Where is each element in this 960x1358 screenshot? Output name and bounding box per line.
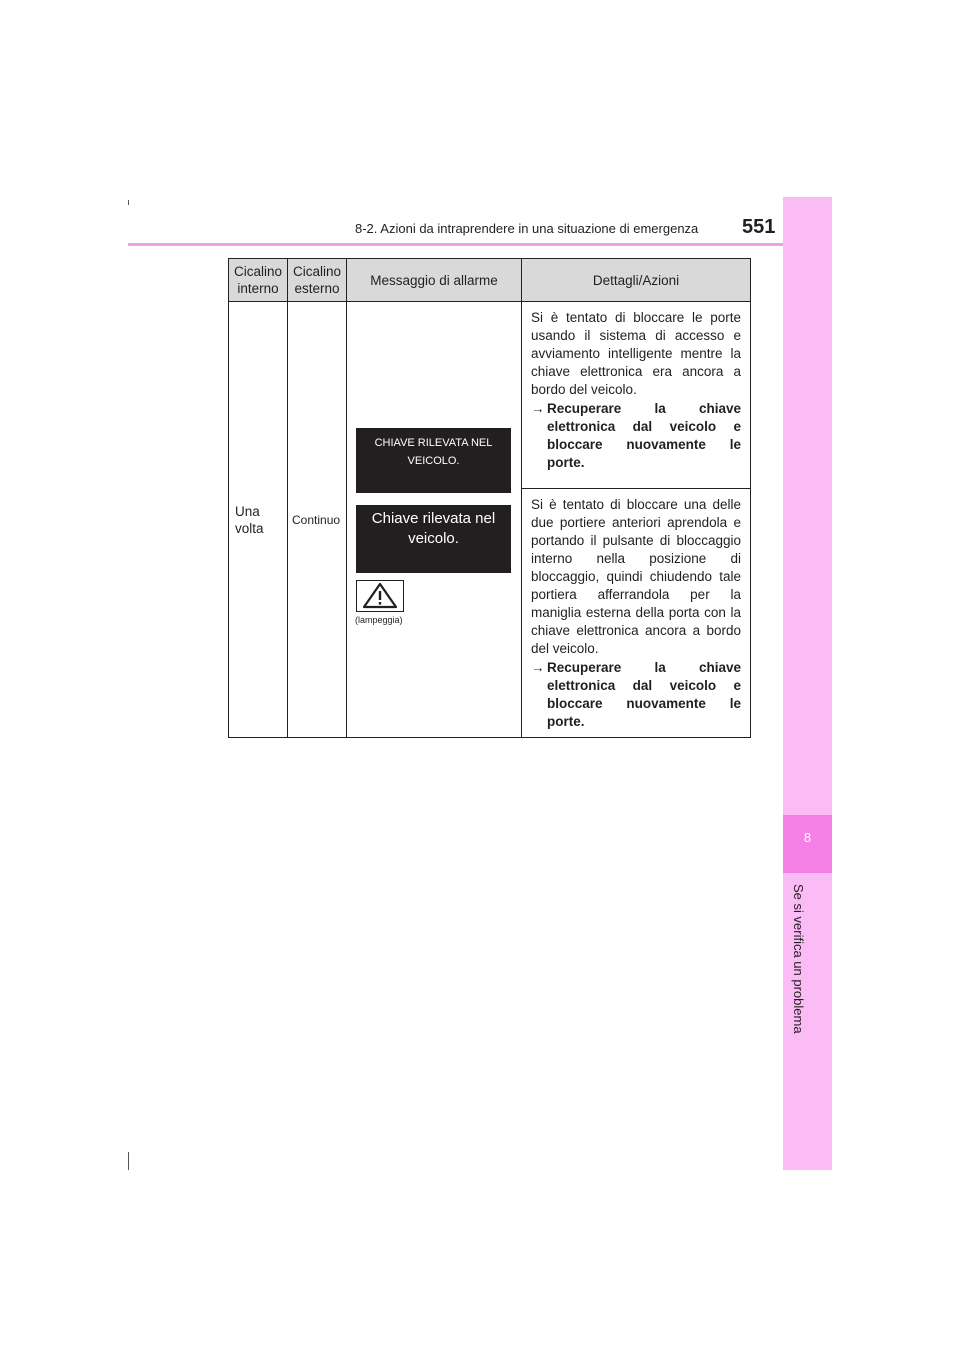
column-header: Cicalino interno [229, 259, 288, 302]
details-cell [522, 489, 751, 738]
chapter-number: 8 [783, 815, 832, 873]
internal-buzzer-cell: Una volta [229, 302, 288, 738]
column-header: Dettagli/Azioni [522, 259, 751, 302]
details-text: Si è tentato di bloccare una delle due portiere anteriori aprendola e portando il pulsante di bloccaggio interno nella posizione di bloccaggio, quindi chiudendo tale portiera afferrandola per la maniglia esterna della porta con la chiave elettronica ancora a bordo del veicolo. [531, 497, 741, 656]
table-header-row [229, 259, 751, 302]
action-text: Recuperare la chiave elettronica dal veicolo e bloccare nuovamente le porte. [547, 660, 741, 729]
crop-mark [128, 200, 129, 205]
message-display-upper: CHIAVE RILEVATA NEL VEICOLO. [356, 428, 511, 493]
arrow-right-icon: → [531, 401, 545, 416]
warning-message-table [228, 258, 751, 738]
header-divider [128, 243, 832, 246]
action-item [531, 659, 741, 731]
flashing-label: (lampeggia) [355, 615, 403, 625]
message-display-lower: Chiave rilevata nel veicolo. [356, 505, 511, 573]
external-buzzer-cell: Continuo [288, 302, 347, 738]
page-number: 551 [742, 216, 776, 238]
crop-mark [128, 1152, 129, 1170]
details-text: Si è tentato di bloccare le porte usando il sistema di accesso e avviamento intelligente mentre la chiave elettronica era ancora a bordo del veicolo. [531, 310, 741, 397]
arrow-right-icon: → [531, 660, 545, 675]
warning-message-cell [347, 302, 522, 738]
table-row [229, 302, 751, 489]
section-title: 8-2. Azioni da intraprendere in una situazione di emergenza [355, 221, 699, 236]
chapter-title: Se si verifica un problema [791, 884, 806, 1034]
warning-triangle-icon [356, 580, 404, 612]
column-header: Cicalino esterno [288, 259, 347, 302]
action-text: Recuperare la chiave elettronica dal veicolo e bloccare nuovamente le porte. [547, 401, 741, 470]
action-item [531, 400, 741, 472]
column-header: Messaggio di allarme [347, 259, 522, 302]
details-cell [522, 302, 751, 489]
